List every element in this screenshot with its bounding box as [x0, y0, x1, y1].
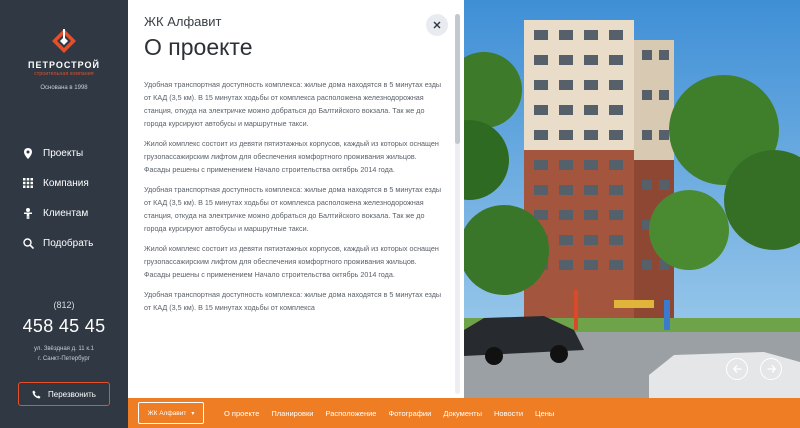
link-prices[interactable]: Цены [535, 408, 555, 418]
scroll-thumb[interactable] [455, 14, 460, 144]
phone-code: (812) [53, 300, 75, 310]
logo[interactable] [0, 28, 128, 91]
project-photo [464, 0, 800, 398]
next-photo-button[interactable] [760, 358, 782, 380]
person-icon [22, 207, 34, 219]
contacts [0, 300, 128, 364]
nav-item-company[interactable] [22, 168, 93, 198]
paragraph: Жилой комплекс состоит из девяти пятиэтажных корпусов, каждый из которых оснащен грузопассажирским лифтом для обеспечения комфортного проживания жильцов. Фасады решены с применением Начало строительства октябрь 2014 года. [144, 139, 439, 174]
project-nav-bar [128, 398, 800, 428]
nav-item-clients[interactable] [22, 198, 93, 228]
close-icon [433, 21, 441, 29]
article-text [144, 78, 444, 321]
page-title: О проекте [144, 34, 253, 60]
project-sections [224, 409, 566, 418]
logo-mark-icon [51, 28, 77, 54]
project-select-value: ЖК Алфавит [147, 409, 187, 417]
nav-item-label: Клиентам [43, 207, 89, 219]
main-nav [22, 138, 93, 258]
link-location[interactable]: Расположение [325, 408, 377, 418]
link-news[interactable]: Новости [493, 408, 524, 418]
address [0, 344, 128, 364]
scrollbar[interactable] [455, 14, 460, 394]
founded-text: Основана в 1998 [40, 85, 88, 91]
nav-item-label: Компания [43, 177, 89, 189]
nav-item-search[interactable] [22, 228, 93, 258]
sidebar [0, 0, 128, 428]
close-button[interactable] [426, 14, 448, 36]
address-line: ул. Звёздная д. 11 к.1 [34, 346, 94, 352]
address-line: г. Санкт-Петербург [38, 356, 90, 362]
logo-name: ПЕТРОСТРОЙ [28, 60, 100, 70]
map-pin-icon [22, 147, 34, 159]
about-panel [128, 0, 464, 398]
nav-item-label: Подобрать [43, 237, 94, 249]
building-render-image [464, 0, 800, 398]
project-select[interactable] [138, 402, 204, 424]
paragraph: Удобная транспортная доступность комплекса: жилые дома находятся в 5 минутах езды от КАД (3,5 км). В 15 минутах ходьбы от комплекса расположена железнодорожная станция, откуда на электричке можно добраться до Балтийского вокзала. Так же до города курсируют автобусы и маршрутные такси. [144, 185, 442, 233]
nav-item-label: Проекты [43, 147, 84, 159]
project-name: ЖК Алфавит [144, 14, 222, 29]
search-icon [22, 237, 34, 249]
link-layouts[interactable]: Планировки [271, 408, 314, 418]
arrow-right-icon [767, 365, 776, 373]
link-about[interactable]: О проекте [224, 408, 260, 418]
nav-item-projects[interactable] [22, 138, 93, 168]
grid-icon [22, 177, 34, 189]
arrow-left-icon [733, 365, 742, 373]
paragraph: Удобная транспортная доступность комплекса: жилые дома находятся в 5 минутах езды от КАД (3,5 км). В 15 минутах ходьбы от комплекса расположена железнодорожная станция, откуда на электричке можно добраться до Балтийского вокзала. Так же до города курсируют автобусы и маршрутные такси. [144, 80, 442, 128]
paragraph: Жилой комплекс состоит из девяти пятиэтажных корпусов, каждый из которых оснащен грузопассажирским лифтом для обеспечения комфортного проживания жильцов. Фасады решены с применением Начало строительства октябрь 2014 года. [144, 244, 439, 279]
phone-number[interactable]: 458 45 45 [22, 316, 106, 336]
callback-button[interactable] [18, 382, 110, 406]
chevron-down-icon: ▾ [191, 410, 195, 417]
phone-icon [32, 390, 41, 399]
paragraph: Удобная транспортная доступность комплекса: жилые дома находятся в 5 минутах езды от КАД (3,5 км). В 15 минутах ходьбы от комплекса [144, 290, 442, 312]
link-documents[interactable]: Документы [443, 408, 482, 418]
logo-tagline: строительная компания [34, 71, 94, 77]
link-photos[interactable]: Фотографии [388, 408, 432, 418]
callback-label: Перезвонить [48, 389, 96, 399]
prev-photo-button[interactable] [726, 358, 748, 380]
